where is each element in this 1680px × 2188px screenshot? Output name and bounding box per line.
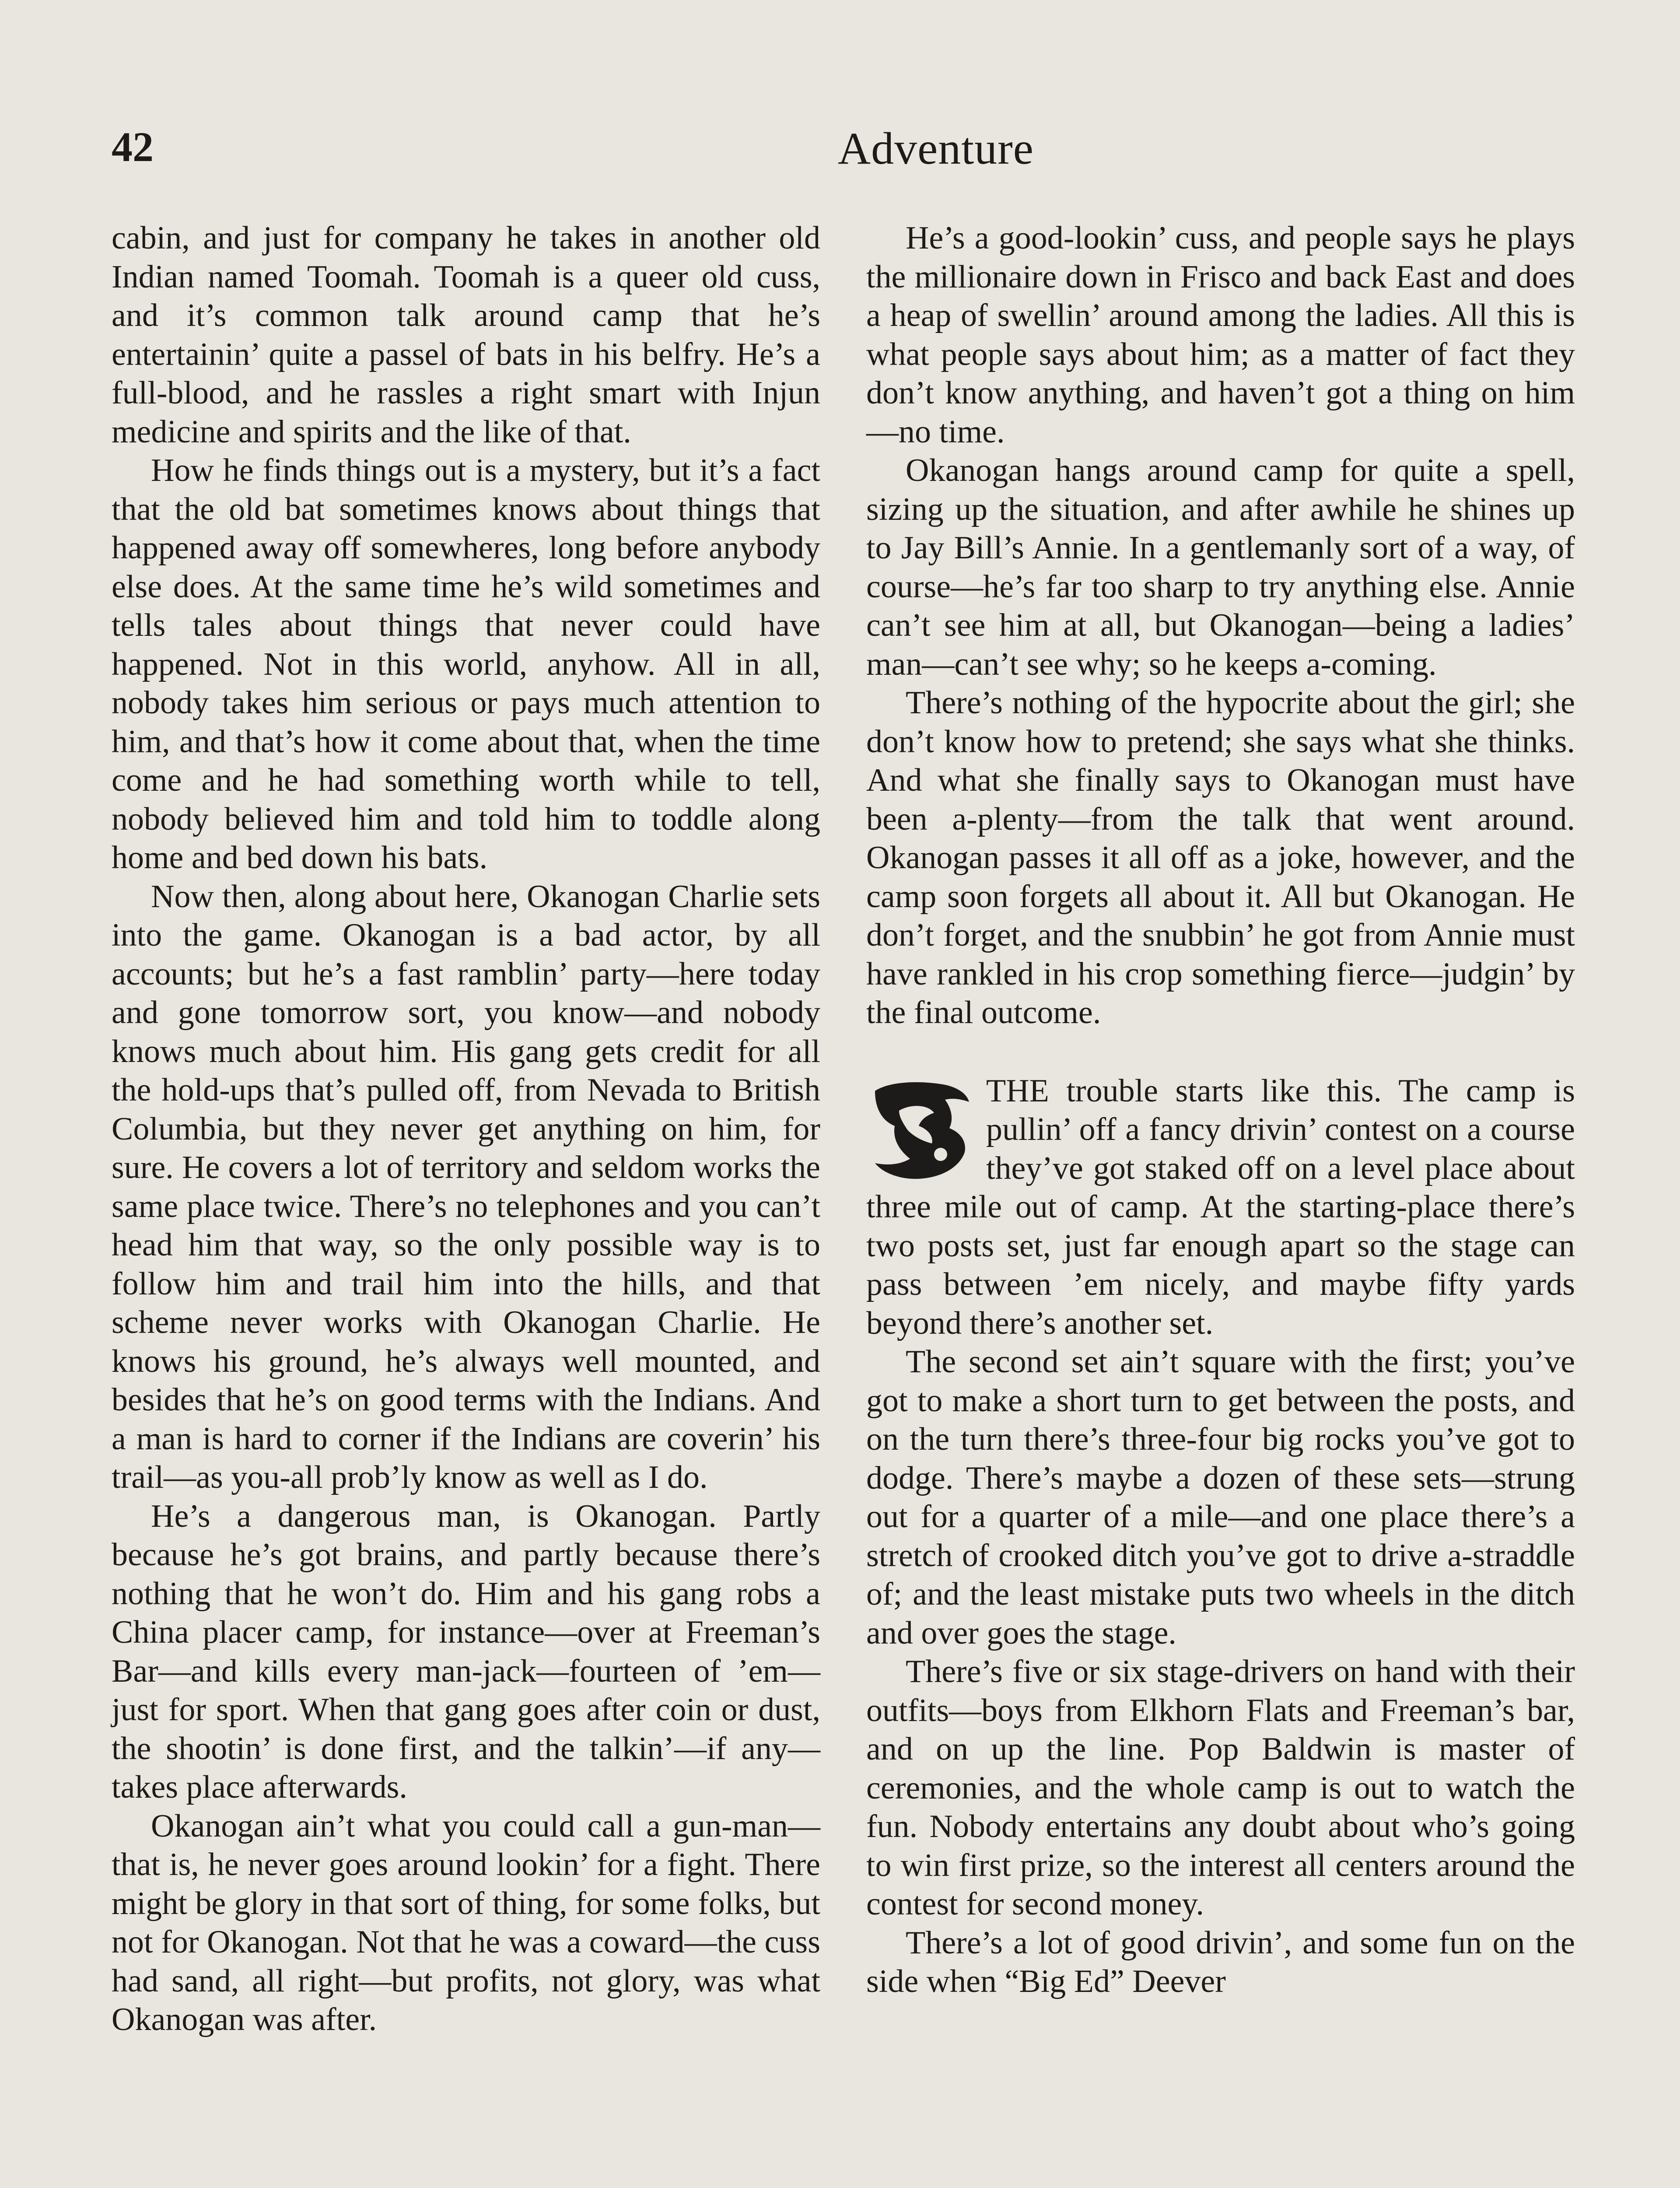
paragraph: There’s a lot of good drivin’, and some fun on the side when “Big Ed” Deever [866, 1925, 1575, 1999]
left-column [112, 219, 820, 2039]
paragraph: There’s nothing of the hypocrite about the girl; she don’t know how to pretend; she says what she thinks. And what she finally says to Okanogan must have been a-plenty—from the talk that went around. Okanogan passes it all off as a joke, however, and the camp soon forgets all about it. All but Okanogan. He don’t forget, and the snubbin’ he got from Annie must have rankled in his crop something fierce—judgin’ by the final outcome. [866, 685, 1575, 1031]
page-number: 42 [112, 123, 154, 170]
drop-cap-ornament-icon [866, 1078, 976, 1185]
paragraph: There’s five or six stage-drivers on hand with their outfits—boys from Elkhorn Flats and Freeman’s bar, and on up the line. Pop Baldwin is master of ceremonies, and the whole camp is out to watch the fun. Nobody entertains any doubt about who’s going to win first prize, so the interest all centers around the contest for second money. [866, 1654, 1575, 1922]
paragraph: Okanogan hangs around camp for quite a spell, sizing up the situation, and after awhile he shines up to Jay Bill’s Annie. In a gentlemanly sort of a way, of course—he’s far too sharp to try anything else. Annie can’t see him at all, but Okanogan—being a ladies’ man—can’t see why; so he keeps a-coming. [866, 452, 1575, 682]
paragraph: He’s a dangerous man, is Okanogan. Partly because he’s got brains, and partly because there’s nothing that he won’t do. Him and his gang robs a China placer camp, for instance—over at Freeman’s Bar—and kills every man-jack—fourteen of ’em—just for sport. When that gang goes after coin or dust, the shootin’ is done first, and the talkin’—if any—takes place afterwards. [112, 1498, 820, 1805]
paragraph-text: THE trouble starts like this. The camp is pullin’ off a fancy drivin’ contest on a course they’ve got staked off on a level place about three mile out of camp. At the starting-place there’s two posts set, just far enough apart so the stage can pass between ’em nicely, and maybe fifty yards beyond there’s another set. [866, 1073, 1575, 1341]
paragraph: How he finds things out is a mystery, but it’s a fact that the old bat sometimes knows about things that happened away off somewheres, long before anybody else does. At the same time he’s wild sometimes and tells tales about things that never could have happened. Not in this world, anyhow. All in all, nobody takes him serious or pays much attention to him, and that’s how it come about that, when the time come and he had something worth while to tell, nobody believed him and told him to toddle along home and bed down his bats. [112, 452, 820, 876]
paragraph: The second set ain’t square with the first; you’ve got to make a short turn to get between the posts, and on the turn there’s three-four big rocks you’ve got to dodge. There’s maybe a dozen of these sets—strung out for a quarter of a mile—and one place there’s a stretch of crooked ditch you’ve got to drive a-straddle of; and the least mistake puts two wheels in the ditch and over goes the stage. [866, 1344, 1575, 1651]
running-title: Adventure [838, 123, 1034, 174]
paragraph: Okanogan ain’t what you could call a gun-man—that is, he never goes around lookin’ for a fight. There might be glory in that sort of thing, for some folks, but not for Okanogan. Not that he was a coward—the cuss had sand, all right—but profits, not glory, was what Okanogan was after. [112, 1808, 820, 2037]
right-column [866, 219, 1575, 2001]
paragraph: Now then, along about here, Okanogan Charlie sets into the game. Okanogan is a bad actor, by all accounts; but he’s a fast ramblin’ party—here today and gone tomorrow sort, you know—and nobody knows much about him. His gang gets credit for all the hold-ups that’s pulled off, from Nevada to British Columbia, but they never get anything on him, for sure. He covers a lot of territory and seldom works the same place twice. There’s no telephones and you can’t head him that way, so the only possible way is to follow him and trail him into the hills, and that scheme never works with Okanogan Charlie. He knows his ground, he’s always well mounted, and besides that he’s on good terms with the Indians. And a man is hard to corner if the Indians are coverin’ his trail—as you-all prob’ly know as well as I do. [112, 878, 820, 1495]
section-break [866, 1032, 1575, 1072]
page-header [112, 123, 1582, 184]
paragraph: He’s a good-lookin’ cuss, and people says he plays the millionaire down in Frisco and back East and does a heap of swellin’ around among the ladies. All this is what people says about him; as a matter of fact they don’t know anything, and haven’t got a thing on him—no time. [866, 220, 1575, 450]
paragraph: cabin, and just for company he takes in another old Indian named Toomah. Toomah is a queer old cuss, and it’s common talk around camp that he’s entertainin’ quite a passel of bats in his belfry. He’s a full-blood, and he rassles a right smart with Injun medicine and spirits and the like of that. [112, 220, 820, 450]
paragraph-with-drop-cap [866, 1072, 1575, 1343]
